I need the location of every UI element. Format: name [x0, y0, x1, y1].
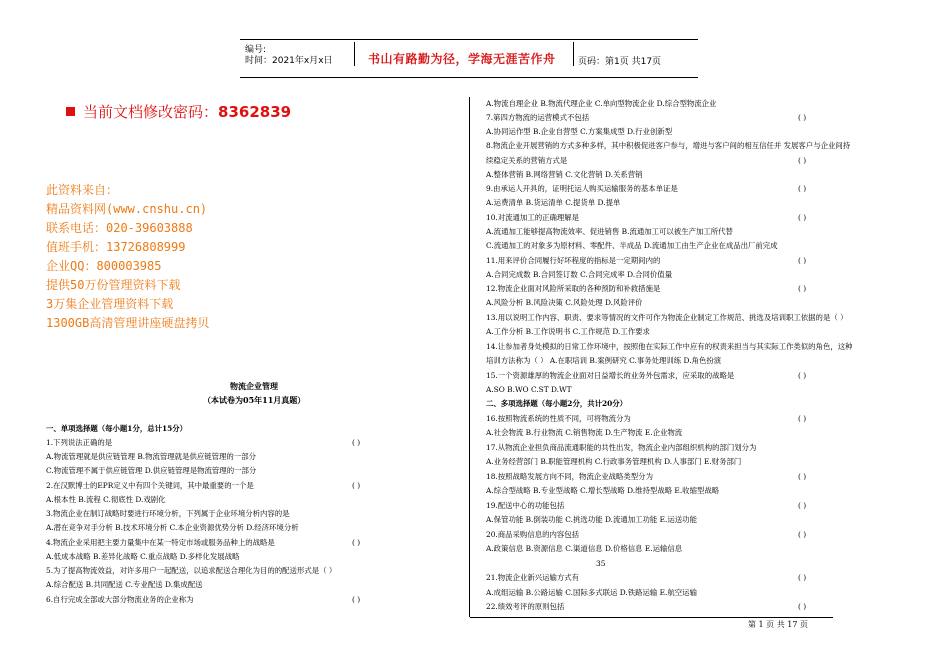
option-line: A.协同运作型 B.企业自营型 C.方案集成型 D.行业创新型: [486, 127, 673, 136]
question-line: 7.第四方物流的运营模式不包括: [486, 113, 590, 122]
option-line: A.业务经营部门 B.职能管理机构 C.行政事务管理机构 D.人事部门 E.财务部门: [486, 457, 742, 466]
option-line: A.保管功能 B.倒装功能 C.挑选功能 D.流通加工功能 E.运送功能: [486, 515, 697, 524]
option-line: A.潜在竞争对手分析 B.技术环境分析 C.本企业资源优势分析 D.经济环境分析: [46, 523, 299, 532]
answer-paren: ( ): [352, 438, 361, 447]
exam-title: 物流企业管理: [230, 381, 278, 391]
question-line: 2.在汉默博士的EPR定义中有四个关键词，其中最重要的一个是: [46, 481, 254, 490]
promo-line: 1300GB高清管理讲座硬盘拷贝: [46, 316, 210, 330]
option-line: A.合同完成数 B.合同签订数 C.合同完成率 D.合同价值量: [486, 270, 673, 279]
option-line: A.综合型战略 B.专业型战略 C.增长型战略 D.维持型战略 E.收缩型战略: [486, 486, 720, 495]
question-line: 8.物流企业开展营销的方式多种多样，其中积极促进客户参与，增进与客户间的相互信任并 发展客户与企业间持: [486, 141, 851, 150]
question-line: 15.一个资源雄厚的物流企业面对日益增长的业务外包需求，应采取的战略是: [486, 371, 735, 380]
answer-paren: ( ): [798, 530, 807, 539]
footer-page-number: 第 1 页 共 17 页: [748, 620, 808, 629]
header-divider-left: [354, 42, 355, 66]
option-line: C.流通加工的对象多为原材料、零配件、半成品 D.流通加工由生产企业在成品出厂前完成: [486, 241, 778, 250]
footer-rule: [470, 617, 833, 618]
square-bullet-icon: [66, 107, 75, 116]
question-line: 6.自行完成全部或大部分物流业务的企业称为: [46, 595, 194, 604]
option-line: A.物流管理就是供应链管理 B.物流管理就是供应链管理的一部分: [46, 452, 256, 461]
option-line: A.工作分析 B.工作说明书 C.工作规范 D.工作要求: [486, 327, 650, 336]
option-line: A.根本性 B.流程 C.彻底性 D.戏剧化: [46, 495, 166, 504]
promo-line: 值班手机：13726808999: [46, 240, 186, 254]
answer-paren: ( ): [798, 472, 807, 481]
header-motto: 书山有路勤为径，学海无涯苦作舟: [368, 52, 556, 66]
header-bottom-rule: [240, 77, 698, 78]
option-line: C.物流管理不属于供应链管理 D.供应链管理是物流管理的一部分: [46, 466, 257, 475]
option-line: A.SO B.WO C.ST D.WT: [486, 385, 572, 394]
edit-code-label: 当前文档修改密码：: [83, 103, 219, 121]
question-line: 22.绩效考评的原则包括: [486, 602, 565, 611]
header-time: 时间：2021年x月x日: [245, 56, 333, 66]
section-heading-single-choice: 一、单项选择题（每小题1分，总计15分）: [46, 424, 188, 433]
answer-paren: ( ): [798, 113, 807, 122]
section-heading-multi-choice: 二、多项选择题（每小题2分，共计20分）: [486, 399, 628, 408]
question-line-cont: 续稳定关系的营销方式是: [486, 156, 568, 165]
question-line: 3.物流企业在制订战略时要进行环境分析，下列属于企业环境分析内容的是: [46, 509, 290, 518]
question-line: 18.按照战略发展方向不同，物流企业战略类型分为: [486, 472, 653, 481]
option-line: A.流通加工能够提高物流效率、促进销售 B.流通加工可以被生产加工所代替: [486, 227, 733, 236]
question-line: 1.下列说法正确的是: [46, 438, 113, 447]
promo-line: 提供50万份管理资料下载: [46, 278, 181, 292]
exam-subtitle: （本试卷为05年11月真题）: [203, 395, 306, 405]
option-line: A.低成本战略 B.差异化战略 C.重点战略 D.多样化发展战略: [46, 552, 240, 561]
question-line: 17.从物流企业担负商品流通职能的共性出发，物流企业内部组织机构的部门划分为: [486, 443, 757, 452]
question-line: 9.由承运人开具的，证明托运人购买运输服务的基本单证是: [486, 184, 678, 193]
question-line: 10.对流通加工的正确理解是: [486, 213, 580, 222]
option-line: A.风险分析 B.风险决策 C.风险处理 D.风险评价: [486, 298, 643, 307]
promo-line: 3万集企业管理资料下载: [46, 297, 174, 311]
edit-code-line: [66, 101, 291, 122]
question-line: 14.让参加者身处模拟的日常工作环境中，按照他在实际工作中应有的权责来担当与其实际工作类似的角色，这种: [486, 342, 853, 351]
header-top-rule: [240, 39, 698, 40]
question-line: 11.用来评价合同履行好坏程度的指标是一定期间内的: [486, 256, 661, 265]
answer-paren: ( ): [798, 156, 807, 165]
question-line: 16.按照物流系统的性质不同，可将物流分为: [486, 414, 631, 423]
answer-paren: ( ): [352, 481, 361, 490]
option-line: A.物流自理企业 B.物流代理企业 C.单向型物流企业 D.综合型物流企业: [486, 99, 717, 108]
header-code-label: 编号:: [245, 45, 267, 55]
answer-paren: ( ): [352, 595, 361, 604]
question-line: 13.用以说明工作内容、职责、要求等情况的文件可作为物流企业制定工作规范、挑选及培训职工依据的是（ ）: [486, 313, 848, 322]
header-divider-right: [573, 42, 574, 66]
answer-paren: ( ): [798, 371, 807, 380]
column-divider: [469, 97, 470, 617]
header-page-label: 页码：第1页 共17页: [578, 57, 662, 67]
question-line: 19.配送中心的功能包括: [486, 501, 565, 510]
answer-paren: ( ): [352, 538, 361, 547]
center-page-number: 35: [596, 559, 606, 568]
answer-paren: ( ): [798, 501, 807, 510]
question-line: 21.物流企业新兴运输方式有: [486, 573, 580, 582]
answer-paren: ( ): [798, 256, 807, 265]
promo-line: 联系电话：020-39603888: [46, 221, 193, 235]
answer-paren: ( ): [798, 213, 807, 222]
answer-paren: ( ): [798, 602, 807, 611]
question-line-cont: 培训方法称为（ ） A.在职培训 B.案例研究 C.事务处理训练 D.角色扮演: [486, 356, 722, 365]
option-line: A.政策信息 B.资源信息 C.渠道信息 D.价格信息 E.运输信息: [486, 544, 683, 553]
option-line: A.成组运输 B.公路运输 C.国际多式联运 D.铁路运输 E.航空运输: [486, 588, 697, 597]
question-line: 12.物流企业面对风险所采取的各种预防和补救措施是: [486, 284, 661, 293]
promo-line: 企业QQ：800003985: [46, 259, 162, 273]
option-line: A.社会物流 B.行业物流 C.销售物流 D.生产物流 E.企业物流: [486, 428, 683, 437]
option-line: A.运费清单 B.货运清单 C.提货单 D.提单: [486, 198, 621, 207]
promo-line: 此资料来自：: [46, 183, 119, 197]
answer-paren: ( ): [798, 414, 807, 423]
edit-code-value: 8362839: [218, 103, 292, 121]
question-line: 20.商品采购信息的内容包括: [486, 530, 580, 539]
answer-paren: ( ): [798, 284, 807, 293]
question-line: 4.物流企业采用把主要力量集中在某一特定市场或服务品种上的战略是: [46, 538, 275, 547]
answer-paren: ( ): [798, 573, 807, 582]
question-line: 5.为了提高物流效益，对许多用户一起配送，以追求配送合理化为目的的配送形式是（ ）: [46, 566, 337, 575]
option-line: A.整体营销 B.网络营销 C.文化营销 D.关系营销: [486, 170, 643, 179]
answer-paren: ( ): [798, 184, 807, 193]
option-line: A.综合配送 B.共同配送 C.专业配送 D.集成配送: [46, 580, 203, 589]
promo-line: 精品资料网(www.cnshu.cn): [46, 202, 208, 216]
